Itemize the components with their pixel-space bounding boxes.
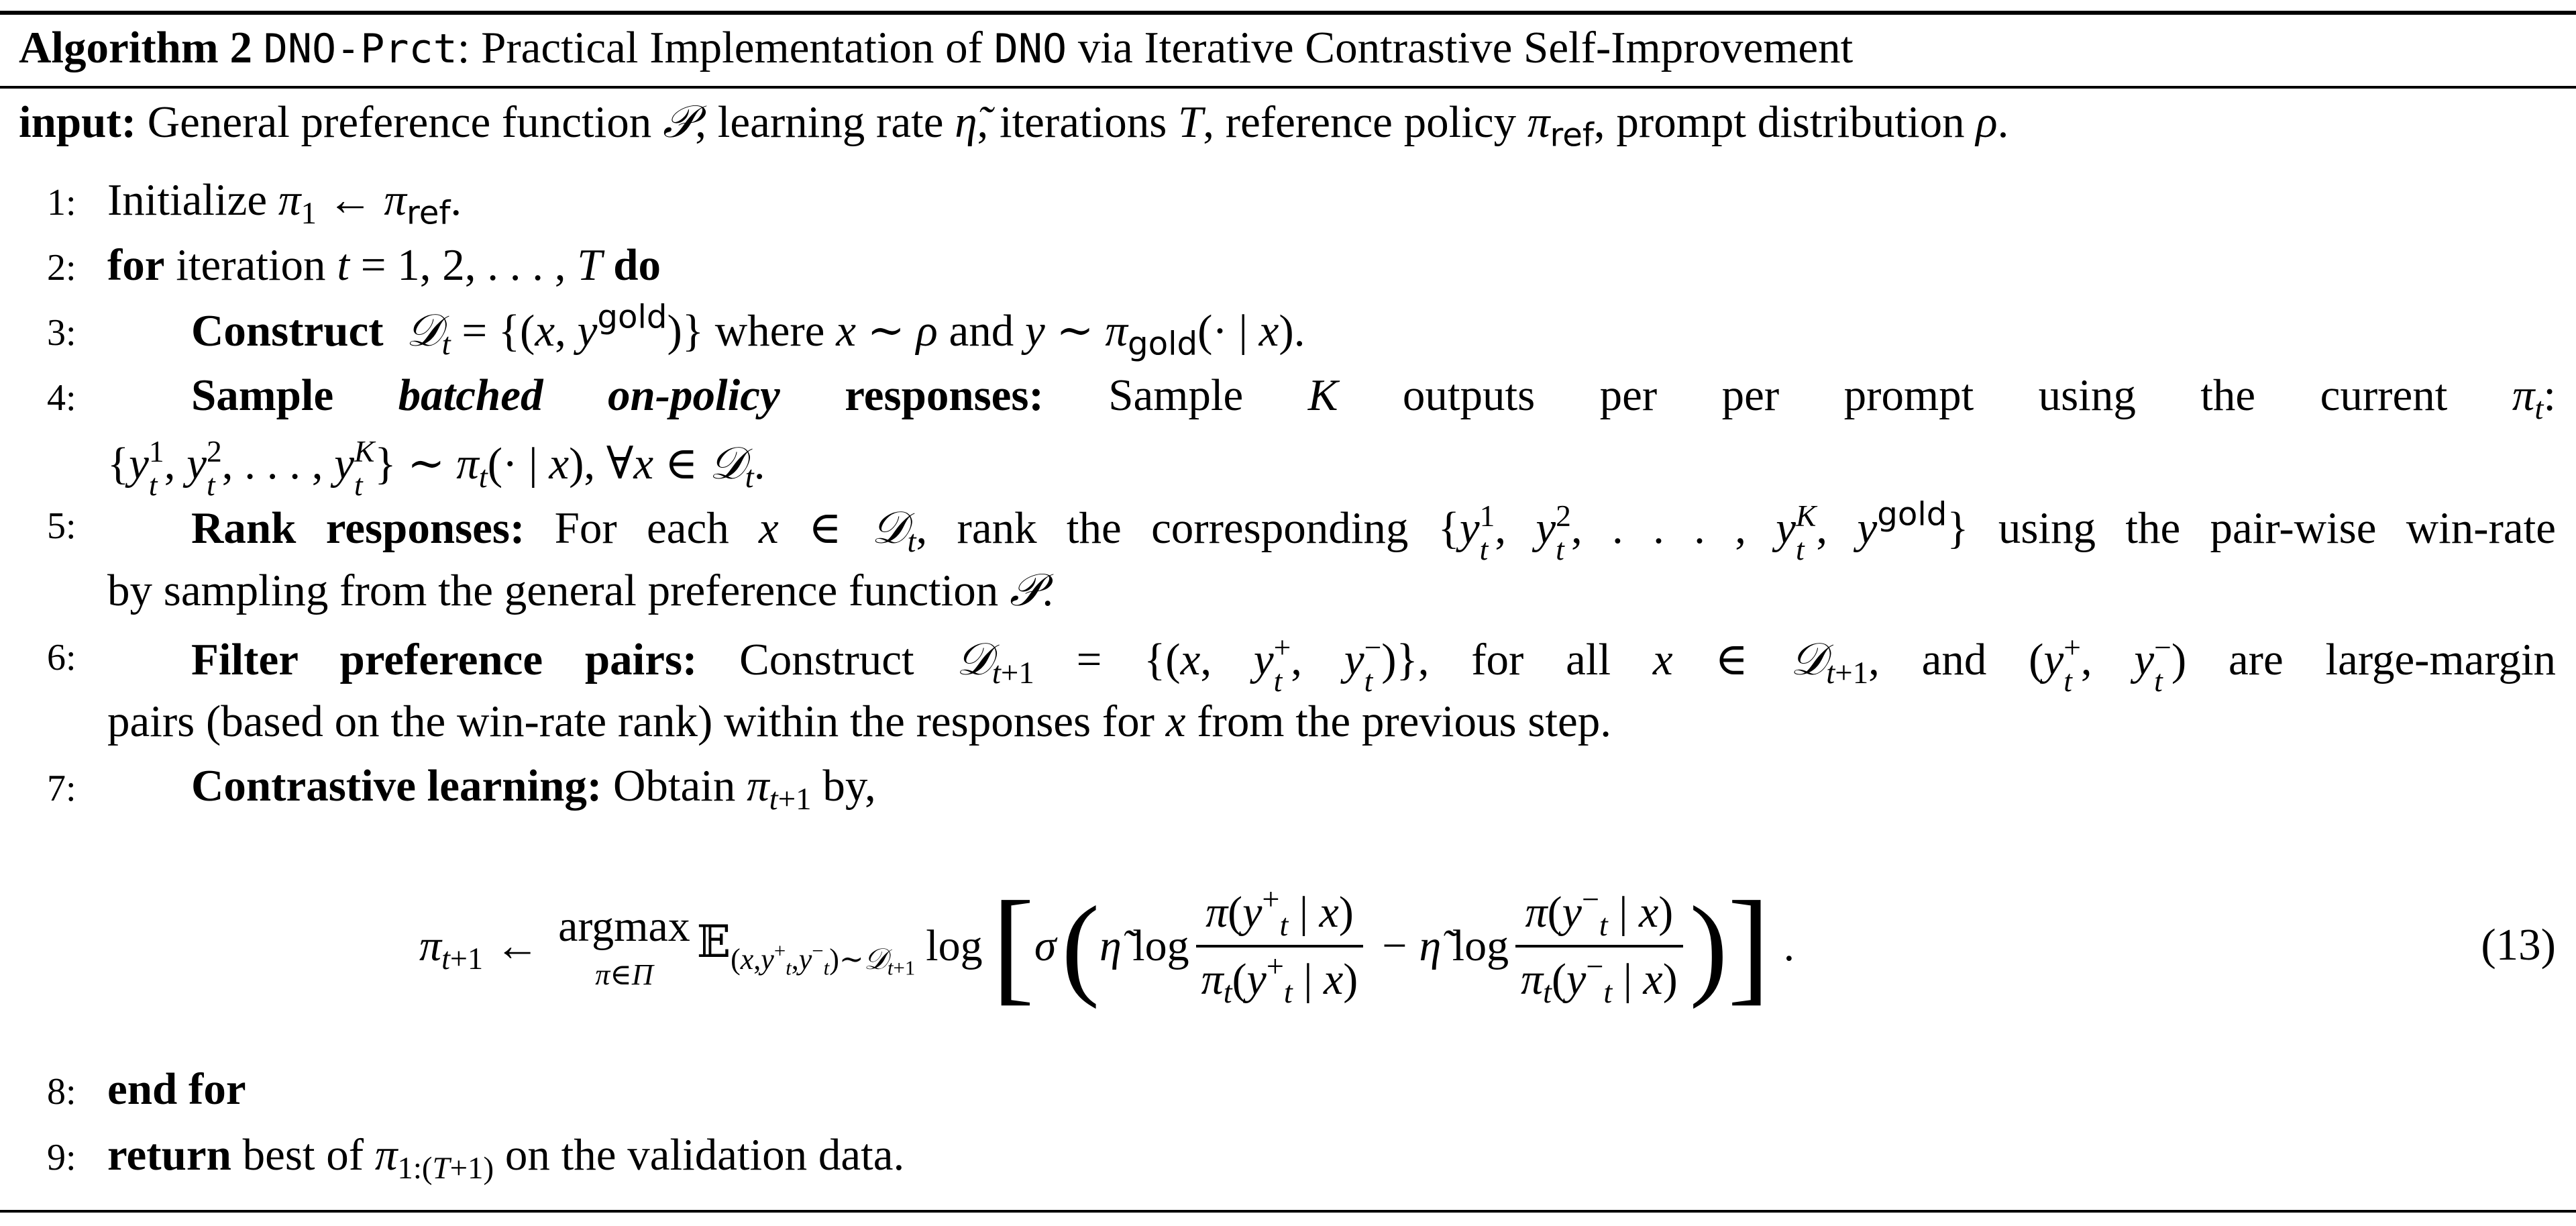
step-8 — [107, 1064, 246, 1114]
keyword-return: return — [107, 1130, 231, 1180]
keyword-responses: responses: — [845, 370, 1044, 420]
line-number: 3: — [47, 312, 76, 354]
step-6: Filter preference pairs: Construct 𝒟$_{t+1}$ = {(x, y + t , y − t )}, for all x ∈ 𝒟$_{t+1}$, and (y + t , y − t ) are large-margin — [191, 630, 2557, 698]
step-3-text: where — [714, 306, 825, 356]
equation-13: $\pi_{t+1}$ ← argmax π∈Π 𝔼$_{(x,y^+_t,y^-_t)\sim 𝒟_{t+1}}$ log [ σ ( η̃ log $\frac{\pi(y^+_t | x)}{\pi_t(y^+_t | x)}$ − η̃ log $\frac{\pi(y^-_t | x)}{\pi_t(y^-_t | x)}$ ) ] . — [419, 875, 1795, 1017]
input-line: input: General preference function 𝒫, learning rate η̃, iterations T, reference policy $\pi_{ref}$, prompt distribution ρ. — [19, 95, 2009, 154]
keyword-do: do — [613, 240, 661, 290]
input-label: input: — [19, 97, 137, 147]
step-1: Initialize $\pi_1$ ← $\pi_{ref}$. — [107, 175, 462, 232]
step-5-text: For each — [554, 503, 729, 553]
keyword-construct: Construct — [191, 306, 384, 356]
step-6-cont: pairs (based on the win-rate rank) within the responses for x from the previous step. — [107, 697, 1612, 746]
step-5-text3: using the pair-wise win-rate — [1998, 503, 2556, 553]
argmax-limit: π∈Π — [595, 958, 653, 991]
step-7-text2: by, — [822, 761, 876, 811]
line-number: 8: — [47, 1071, 76, 1113]
line-number: 6: — [47, 637, 76, 678]
step-5-cont: by sampling from the general preference function 𝒫. — [107, 564, 1054, 616]
algorithm-title: : Practical Implementation of — [457, 23, 983, 72]
algorithm-dno: DNO — [994, 25, 1067, 72]
step-5-text2: , rank the corresponding — [916, 503, 1409, 553]
algorithm-name: DNO-Prct — [263, 25, 458, 72]
step-9: return best of $\pi_{1:(T+1)}$ on the validation data. — [107, 1130, 905, 1186]
input-text-f: . — [1997, 97, 2009, 147]
step-6-text: Construct — [739, 634, 914, 684]
line-number: 5: — [47, 505, 76, 547]
step-6-text3: , and — [1868, 634, 1987, 684]
top-rule — [0, 11, 2576, 15]
step-7-text: Obtain — [612, 761, 736, 811]
step-3-text2: and — [949, 306, 1014, 356]
step-4-text: Sample — [1108, 370, 1244, 420]
step-2-text: iteration — [176, 240, 326, 290]
algorithm-label: Algorithm 2 — [19, 23, 252, 72]
line-number: 7: — [47, 768, 76, 809]
keyword-end-for: end for — [107, 1064, 246, 1114]
step-6-text4: are large-margin — [2228, 634, 2557, 684]
keyword-contrastive: Contrastive learning: — [191, 761, 602, 811]
keyword-batched: batched on-policy — [398, 370, 780, 420]
fraction-plus: $\frac{\pi(y^+_t | x)}{\pi_t(y^+_t | x)}$ — [1196, 887, 1364, 1005]
algorithm-header — [19, 25, 1853, 70]
algorithm-title-rest: via Iterative Contrastive Self-Improvement — [1077, 23, 1854, 72]
fraction-minus: $\frac{\pi(y^-_t | x)}{\pi_t(y^-_t | x)}$ — [1515, 887, 1683, 1005]
step-5: Rank responses: For each x ∈ 𝒟$_t$, rank the corresponding {y 1 t , y 2 t , . . . , y K t , $y^{gold}$} using the pair-wise win-rate — [191, 495, 2556, 566]
log-op: log — [926, 921, 983, 970]
step-6-cont-text: pairs (based on the win-rate rank) within the responses for — [107, 697, 1155, 746]
equation-number: (13) — [2481, 920, 2556, 970]
step-1-text: Initialize — [107, 175, 268, 225]
argmax — [558, 901, 690, 992]
line-number: 4: — [47, 377, 76, 419]
argmax-op: argmax — [558, 901, 690, 951]
step-5-cont-text: by sampling from the general preference function — [107, 566, 999, 615]
line-number: 1: — [47, 182, 76, 223]
input-text-a: General preference function — [147, 97, 652, 147]
input-text-c: , iterations — [977, 97, 1167, 147]
header-rule — [0, 86, 2576, 89]
step-6-cont-text2: from the previous step. — [1197, 697, 1612, 746]
keyword-sample: Sample — [191, 370, 334, 420]
keyword-rank: Rank responses: — [191, 503, 525, 553]
input-text-e: , prompt distribution — [1593, 97, 1965, 147]
step-3: Construct 𝒟$_t$ = {(x, $y^{gold}$)} where x ∼ ρ and y ∼ $\pi_{gold}(\cdot$ | x). — [191, 298, 1305, 363]
step-4-text2: outputs per per prompt using the current — [1402, 370, 2448, 420]
step-9-text2: on the validation data. — [504, 1130, 905, 1180]
step-2: for iteration t = 1, 2, . . . , T do — [107, 240, 661, 290]
step-9-text: best of — [242, 1130, 364, 1180]
step-4: Sample batched on-policy responses: Sample K outputs per per prompt using the current $\pi_t$: — [191, 370, 2557, 427]
keyword-filter: Filter preference pairs: — [191, 634, 698, 684]
line-number: 9: — [47, 1137, 76, 1178]
line-number: 2: — [47, 247, 76, 289]
bottom-rule — [0, 1210, 2576, 1213]
step-6-text2: , for all — [1417, 634, 1611, 684]
input-text-d: , reference policy — [1203, 97, 1517, 147]
step-7: Contrastive learning: Obtain $\pi_{t+1}$ by, — [191, 761, 876, 817]
step-4-cont: {y 1 t , y 2 t , . . . , y K t } ∼ $\pi_t(\cdot$ | x), ∀x ∈ 𝒟$_t$. — [107, 434, 765, 502]
keyword-for: for — [107, 240, 165, 290]
input-text-b: , learning rate — [695, 97, 944, 147]
